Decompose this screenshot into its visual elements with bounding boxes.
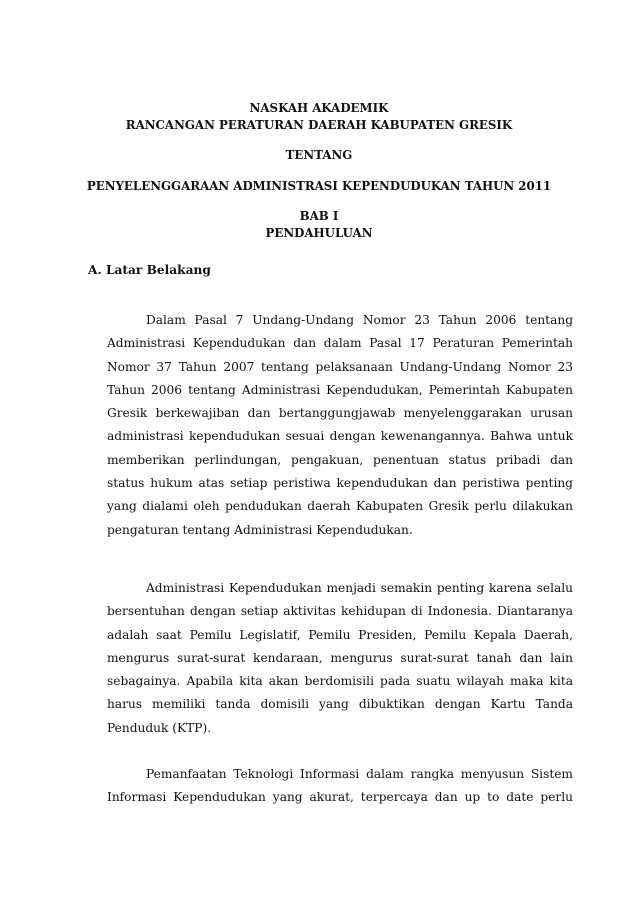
chapter-title: PENDAHULUAN (265, 226, 373, 240)
document-title: NASKAH AKADEMIK (249, 101, 389, 115)
paragraph-2: Administrasi Kependudukan menjadi semakin penting karena selalu bersentuhan dengan setiap aktivitas kehidupan di Indonesia. Diantaranya adalah saat Pemilu Legislatif, Pemilu Presiden, Pemilu Kepala Daerah, mengurus surat-surat kendaraan, mengurus surat-surat tanah dan lain sebagainya. Apabila kita akan berdomisili pada suatu wilayah maka kita harus memiliki tanda domisili yang dibuktikan dengan Kartu Tanda Penduduk (KTP). (107, 581, 573, 735)
tentang-label: TENTANG (285, 148, 353, 162)
document-topic: PENYELENGGARAAN ADMINISTRASI KEPENDUDUKAN TAHUN 2011 (86, 179, 552, 193)
paragraph-3: Pemanfaatan Teknologi Informasi dalam rangka menyusun Sistem Informasi Kependudukan yang akurat, terpercaya dan up to date perlu (107, 767, 573, 805)
chapter-number: BAB I (299, 209, 339, 223)
paragraph-1: Dalam Pasal 7 Undang-Undang Nomor 23 Tahun 2006 tentang Administrasi Kependudukan dan dalam Pasal 17 Peraturan Pemerintah Nomor 37 Tahun 2007 tentang pelaksanaan Undang-Undang Nomor 23 Tahun 2006 tentang Administrasi Kependudukan, Pemerintah Kabupaten Gresik berkewajiban dan bertanggungjawab menyelenggarakan urusan administrasi kependudukan sesuai dengan kewenangannya. Bahwa untuk memberikan perlindungan, pengakuan, penentuan status pribadi dan status hukum atas setiap peristiwa kependudukan dan peristiwa penting yang dialami oleh pendudukan daerah Kabupaten Gresik perlu dilakukan pengaturan tentang Administrasi Kependudukan. (107, 313, 573, 537)
document-subtitle: RANCANGAN PERATURAN DAERAH KABUPATEN GRESIK (125, 118, 513, 132)
section-heading: A. Latar Belakang (88, 263, 211, 277)
